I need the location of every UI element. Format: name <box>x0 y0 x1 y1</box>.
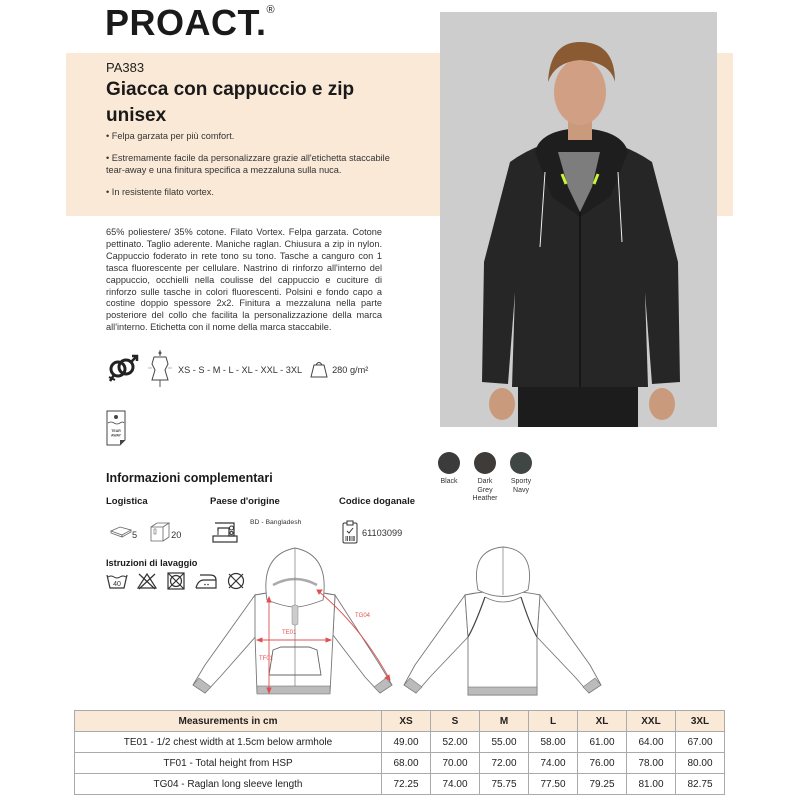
table-cell: 82.75 <box>676 774 725 795</box>
header-cell: XS <box>382 711 431 732</box>
header-cell: 3XL <box>676 711 725 732</box>
product-description: 65% poliestere/ 35% cotone. Filato Vortex. Felpa garzata. Cotone pettinato. Taglio aderente. Maniche raglan. Chiusura a zip in nylon. Cappuccio foderato in rete tono su tono. Tasche a canguro con 1 tasca fluorescente per cellulare. Nastrino di rinforzo all'interno del cappuccio, occhielli nella coulisse del cappuccio e cuciture di rinforzo sulle tasche in colori fluorescenti. Polsini e fondo capo a costine doppio spessore 2x2. Finitura a mezzaluna nella parte posteriore del collo che facilita la personalizzazione della marca all'interno. Etichetta con il nome della marca staccabile. <box>106 227 382 333</box>
svg-text:AWAY: AWAY <box>111 433 121 438</box>
table-cell: 61.00 <box>578 732 627 753</box>
customs-value: 61103099 <box>362 528 403 538</box>
header-cell: L <box>529 711 578 732</box>
color-swatch-black[interactable] <box>434 452 464 504</box>
swatch-dot <box>474 452 496 474</box>
brand-logo: PROACT.® <box>105 2 276 43</box>
header-cell: S <box>431 711 480 732</box>
row-label: TE01 - 1/2 chest width at 1.5cm below armhole <box>75 732 382 753</box>
table-cell: 77.50 <box>529 774 578 795</box>
table-row <box>75 732 725 753</box>
measurements-table <box>74 710 725 795</box>
sewing-machine-icon <box>212 519 238 548</box>
table-cell: 81.00 <box>627 774 676 795</box>
table-cell: 58.00 <box>529 732 578 753</box>
logistics-label: Logistica <box>106 496 148 507</box>
table-cell: 80.00 <box>676 753 725 774</box>
table-cell: 70.00 <box>431 753 480 774</box>
color-swatches <box>434 452 536 504</box>
back-technical-drawing <box>400 545 605 708</box>
pack-large-count: 20 <box>171 529 182 540</box>
info-title: Informazioni complementari <box>106 471 273 485</box>
table-row <box>75 753 725 774</box>
table-cell: 72.25 <box>382 774 431 795</box>
tear-away-icon <box>106 410 126 451</box>
bullet-item: • Estremamente facile da personalizzare grazie all'etichetta staccabile tear-away e una finitura specifica a mezzaluna sulla nuca. <box>106 152 390 175</box>
table-row <box>75 774 725 795</box>
tear-away-text: TEAR <box>111 429 121 433</box>
dim-label-tg04: TG04 <box>355 613 371 619</box>
no-bleach-icon <box>136 572 158 595</box>
swatch-dot <box>510 452 532 474</box>
body-form-icon <box>148 350 172 390</box>
swatch-dot <box>438 452 460 474</box>
color-swatch-sporty-navy[interactable] <box>506 452 536 504</box>
carton-icon <box>149 522 171 547</box>
origin-value: BD - Bangladesh <box>250 519 302 526</box>
feature-bullets <box>106 130 406 207</box>
table-cell: 67.00 <box>676 732 725 753</box>
header-cell: Measurements in cm <box>75 711 382 732</box>
front-technical-drawing <box>185 545 400 708</box>
row-label: TF01 - Total height from HSP <box>75 753 382 774</box>
fabric-weight: 280 g/m² <box>332 365 369 375</box>
swatch-label: Black <box>440 478 458 485</box>
header-cell: M <box>480 711 529 732</box>
customs-label: Codice doganale <box>339 496 416 507</box>
small-pack-icon <box>110 525 132 544</box>
table-header-row <box>75 711 725 732</box>
table-cell: 55.00 <box>480 732 529 753</box>
table-cell: 78.00 <box>627 753 676 774</box>
table-cell: 79.25 <box>578 774 627 795</box>
table-cell: 75.75 <box>480 774 529 795</box>
origin-label: Paese d'origine <box>210 496 280 507</box>
color-swatch-dark-grey-heather[interactable] <box>470 452 500 504</box>
wash-40-icon <box>106 572 128 595</box>
dim-label-tf01: TF01 <box>259 656 274 662</box>
swatch-label: Sporty Navy <box>510 478 532 494</box>
header-cell: XXL <box>627 711 676 732</box>
table-cell: 76.00 <box>578 753 627 774</box>
table-cell: 72.00 <box>480 753 529 774</box>
dim-label-te01: TE01 <box>282 630 297 636</box>
product-code: PA383 <box>106 60 145 75</box>
wash-temp: 40 <box>113 581 121 588</box>
product-title: Giacca con cappuccio e zip unisex <box>106 79 355 126</box>
size-range: XS - S - M - L - XL - XXL - 3XL <box>178 365 303 375</box>
table-cell: 68.00 <box>382 753 431 774</box>
table-cell: 52.00 <box>431 732 480 753</box>
table-cell: 74.00 <box>529 753 578 774</box>
weight-icon <box>310 360 328 380</box>
unisex-icon <box>106 354 140 386</box>
washing-title: Istruzioni di lavaggio <box>106 558 198 568</box>
table-cell: 74.00 <box>431 774 480 795</box>
no-tumble-dry-icon <box>166 572 186 595</box>
spec-icons-row <box>106 350 368 390</box>
logistics-values <box>110 522 181 547</box>
table-cell: 64.00 <box>627 732 676 753</box>
bullet-item: • Felpa garzata per più comfort. <box>106 131 235 141</box>
product-photo <box>440 12 717 427</box>
row-label: TG04 - Raglan long sleeve length <box>75 774 382 795</box>
bullet-item: • In resistente filato vortex. <box>106 186 214 197</box>
header-cell: XL <box>578 711 627 732</box>
swatch-label: Dark Grey Heather <box>472 478 498 502</box>
pack-small-count: 5 <box>132 529 138 540</box>
table-cell: 49.00 <box>382 732 431 753</box>
